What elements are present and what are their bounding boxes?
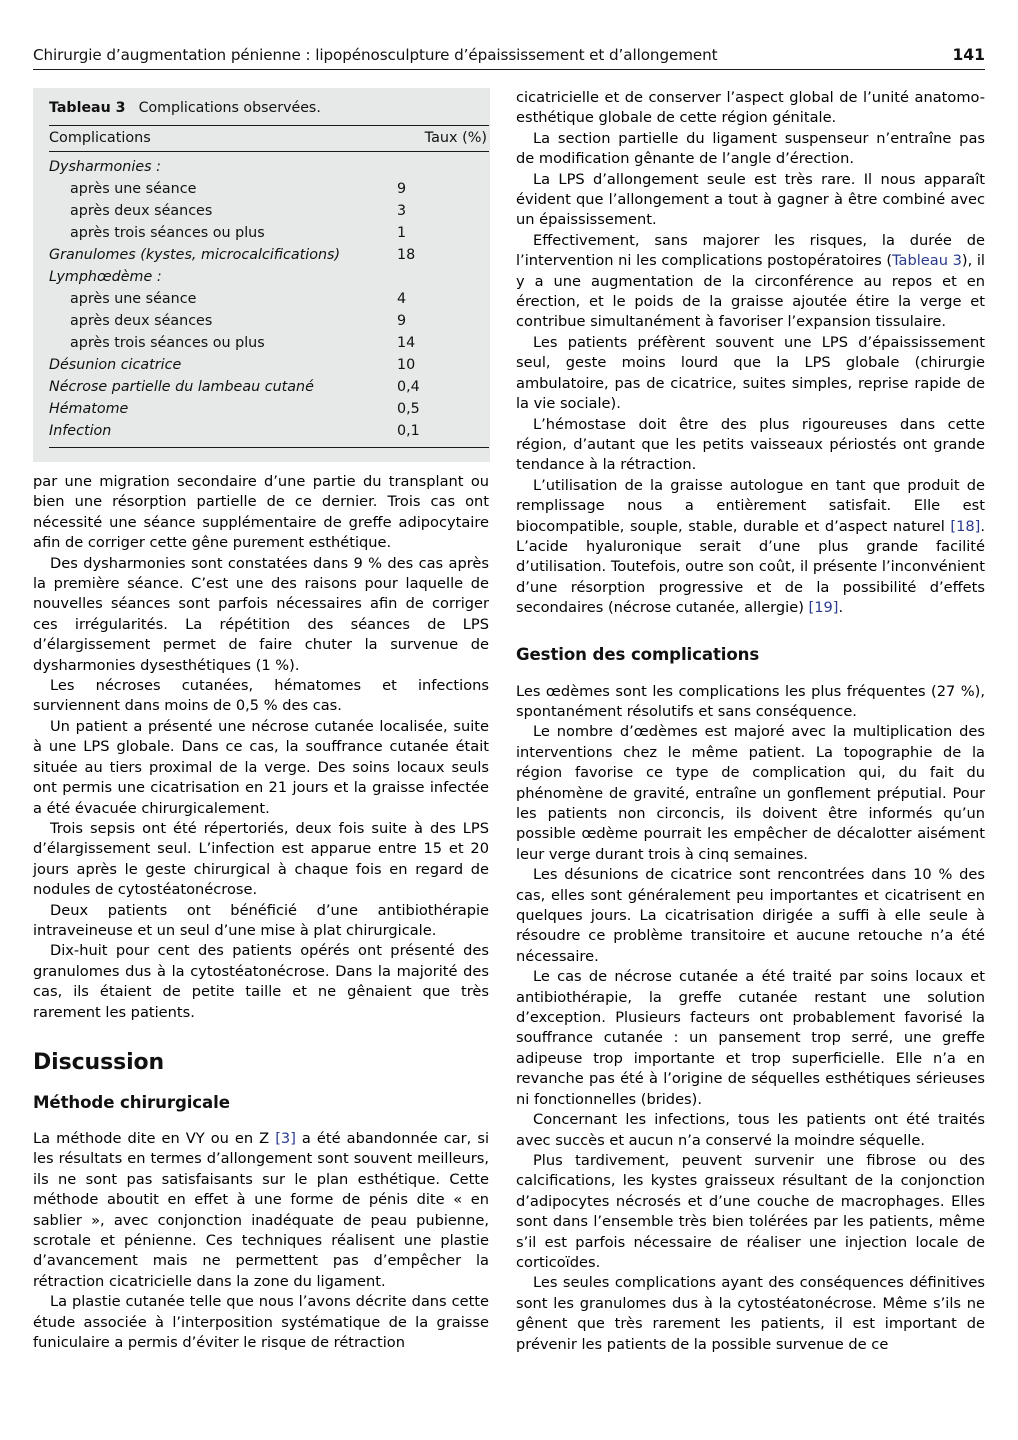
text-run: . [838,599,844,617]
row-label: Lymphœdème : [49,268,162,285]
text-run: ), il y a une augmentation de la circonférence au repos et en érection, et le poids de la graisse ajoutée étire la verge et contribue simultanément à favoriser l’expansion tissulaire. [516,252,985,331]
paragraph: Les désunions de cicatrice sont rencontrées dans 10 % des cas, elles sont généralement peu importantes et cicatrisent en quelques jours. La cicatrisation dirigée a suffi à elle seule à résoudre ce problème transitoire et aucune retouche n’a été nécessaire. [516,866,985,965]
text-run: . L’acide hyaluronique serait d’une plus grande facilité d’utilisation. Toutefois, outre son coût, il présente l’inconvénient d’une résorption progressive et de la possibilité d’effets secondaires (nécrose cutanée, allergie) [516,517,985,617]
complications-table [49,125,489,448]
table-row [49,179,489,201]
paragraph: La section partielle du ligament suspenseur n’entraîne pas de modification gênante de l’angle d’érection. [516,129,985,168]
row-label: après trois séances ou plus [70,224,265,241]
text-run: La méthode dite en VY ou en Z [33,1129,276,1147]
paragraph [516,231,985,333]
paragraph: La LPS d’allongement seule est très rare. Il nous apparaît évident que l’allongement a tout à gagner à être combiné avec un épaississement. [516,170,985,229]
row-label: après deux séances [70,312,213,329]
paragraph: Trois sepsis ont été répertoriés, deux fois suite à des LPS d’élargissement seul. L’infection est apparue entre 15 et 20 jours après le geste chirurgical à chaque fois en regard de nodules de cytostéatonécrose. [33,819,489,899]
table-3-container [33,88,490,462]
table-head [49,126,489,152]
table-row [49,398,489,420]
row-label: après une séance [70,180,197,197]
paragraph: Le nombre d’œdèmes est majoré avec la multiplication des interventions chez le même patient. La topographie de la région favorise ce type de complication qui, du fait du phénomène de gravité, entraîne un gonflement préputial. Pour les patients non circoncis, ils doivent être informés qu’un possible œdème pourrait les empêcher de décalotter aisément leur verge durant trois à cinq semaines. [516,723,985,863]
subsection-heading-gestion: Gestion des complications [516,644,760,664]
subsection-heading-methode: Méthode chirurgicale [33,1092,230,1112]
citation-reference-3[interactable]: [3] [275,1129,296,1147]
row-value [397,267,489,289]
paragraph: L’hémostase doit être des plus rigoureuses dans cette région, d’autant que les petits vaisseaux périostés ont grande tendance à la rétraction. [516,415,985,474]
paragraph: Des dysharmonies sont constatées dans 9 % des cas après la première séance. C’est une des raisons pour laquelle de nouvelles séances sont parfois nécessaires afin de corriger ces irrégularités. La répétition des séances de LPS d’élargissement permet de faire chuter la survenue de dysharmonies dysesthétiques (1 %). [33,554,489,674]
paragraph: cicatricielle et de conserver l’aspect global de l’unité anatomo-esthétique globale de cette région génitale. [516,89,985,127]
row-value: 4 [397,290,407,307]
paragraph: Les nécroses cutanées, hématomes et infections surviennent dans moins de 0,5 % des cas. [33,677,489,715]
paragraph [33,1129,489,1292]
table-row [49,355,489,377]
paragraph: Les œdèmes sont les complications les plus fréquentes (27 %), spontanément résolutifs et sans conséquence. [516,682,985,720]
paragraph [516,476,985,619]
row-label: après trois séances ou plus [70,334,265,351]
row-label: Infection [49,420,397,447]
running-head-title: Chirurgie d’augmentation pénienne : lipopénosculpture d’épaississement et d’allongement [33,46,718,64]
row-value: 18 [397,246,416,263]
table-row [49,333,489,355]
citation-reference-19[interactable]: [19] [808,599,839,617]
table-label: Tableau 3 [49,100,126,116]
paragraph: par une migration secondaire d’une partie du transplant ou bien une résorption partielle de ce dernier. Trois cas ont nécessité une séance supplémentaire de greffe adipocytaire afin de corriger cette gêne purement esthétique. [33,473,489,552]
paragraph: Les seules complications ayant des conséquences définitives sont les granulomes dus à la cytostéatonécrose. Même s’ils ne gênent que très rarement les patients, il est important de prévenir les patients de la possible survenue de ce [516,1274,985,1353]
row-label: Dysharmonies : [49,159,161,175]
table-row [49,201,489,223]
text-run: a été abandonnée car, si les résultats en termes d’allongement sont souvent meilleurs, ils ne sont pas satisfaisants sur le plan esthétique. Cette méthode aboutit en effet à une forme de pénis dite « en sablier », avec conjonction inadéquate de peau pubienne, scrotale et pénienne. Ces techniques réalisent une plastie d’avancement mais ne permettent pas d’empêcher la rétraction cicatricielle dans la zone du ligament. [33,1129,489,1290]
paragraph: Deux patients ont bénéficié d’une antibiothérapie intraveineuse et un seul d’une mise à plat chirurgicale. [33,901,489,939]
page-number: 141 [952,46,985,64]
table-body [49,152,489,448]
table-row [49,152,489,179]
running-head [33,46,985,70]
paragraph: Dix-huit pour cent des patients opérés ont présenté des granulomes dus à la cytostéatonécrose. Dans la majorité des cas, ils étaient de petite taille et ne gênaient que très rarement les patients. [33,942,489,1021]
row-value: 0,5 [397,400,420,417]
table-row [49,267,489,289]
column-header-complications: Complications [49,126,397,152]
row-value: 3 [397,202,407,219]
paragraph: Un patient a présenté une nécrose cutanée localisée, suite à une LPS globale. Dans ce cas, la souffrance cutanée était située au tiers proximal de la verge. Des soins locaux seuls ont permis une cicatrisation en 21 jours et la graisse infectée a été évacuée chirurgicalement. [33,717,489,817]
row-value: 9 [397,312,407,329]
row-label: Nécrose partielle du lambeau cutané [49,378,314,395]
section-heading-discussion: Discussion [33,1049,165,1075]
column-header-rate: Taux (%) [397,126,489,152]
paragraph: La plastie cutanée telle que nous l’avons décrite dans cette étude associée à l’interposition systématique de la graisse funiculaire a permis d’éviter le risque de rétraction [33,1293,489,1352]
table-caption-text: Complications observées. [138,100,321,116]
row-value: 1 [397,224,407,241]
table-row [49,245,489,267]
row-value [397,152,489,179]
citation-reference-18[interactable]: [18] [950,517,981,535]
left-column [33,472,489,1353]
paragraph: Les patients préfèrent souvent une LPS d’épaississement seul, geste moins lourd que la LPS globale (chirurgie ambulatoire, pas de cicatrice, suites simples, reprise rapide de la vie sociale). [516,333,985,413]
row-value: 10 [397,356,416,373]
table-3-link[interactable]: Tableau 3 [892,252,962,270]
row-value: 9 [397,180,407,197]
row-label: Granulomes (kystes, microcalcifications) [49,246,341,263]
table-header-row [49,126,489,152]
row-value: 0,4 [397,378,420,395]
table-row [49,311,489,333]
row-label: Hématome [49,400,129,417]
table-caption [49,100,474,116]
paragraph: Plus tardivement, peuvent survenir une fibrose ou des calcifications, les kystes graisseux résultant de la conjonction d’adipocytes nécrosés et d’une couche de macrophages. Elles sont dans l’ensemble très bien tolérées par les patients, même s’il est parfois nécessaire de réaliser une injection locale de corticoïdes. [516,1151,985,1271]
row-value: 14 [397,334,416,351]
row-value: 0,1 [397,420,489,447]
row-label: Désunion cicatrice [49,356,182,373]
row-label: après deux séances [70,202,213,219]
table-row [49,223,489,245]
table-row [49,289,489,311]
right-column [516,88,985,1355]
table-row [49,420,489,447]
paragraph: Le cas de nécrose cutanée a été traité par soins locaux et antibiothérapie, la greffe cutanée restant une solution d’exception. Plusieurs facteurs ont probablement favorisé la souffrance cutanée : un pansement trop serré, une greffe adipeuse trop importante et trop superficielle. Elle n’a en revanche pas été à l’origine de séquelles esthétiques sérieuses ni fonctionnelles (brides). [516,968,985,1108]
row-label: après une séance [70,290,197,307]
table-row [49,377,489,399]
text-run: L’utilisation de la graisse autologue en tant que produit de remplissage nous a entièrement satisfait. Elle est biocompatible, souple, stable, durable et d’aspect naturel [516,476,985,535]
paragraph: Concernant les infections, tous les patients ont été traités avec succès et aucun n’a conservé la moindre séquelle. [516,1111,985,1149]
text-run: Effectivement, sans majorer les risques, la durée de l’intervention ni les complications postopératoires ( [516,231,985,270]
